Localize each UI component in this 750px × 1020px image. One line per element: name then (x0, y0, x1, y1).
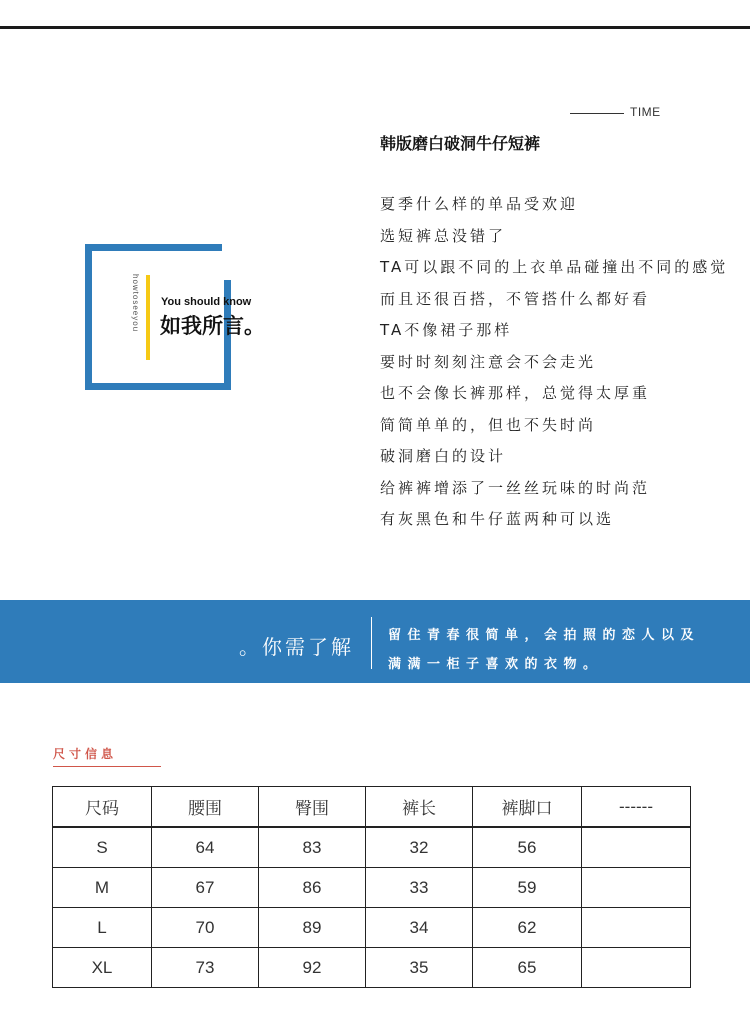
table-cell (582, 827, 691, 868)
table-cell: 70 (152, 908, 259, 948)
time-label: TIME (630, 105, 661, 119)
time-divider (570, 113, 624, 114)
table-cell: 34 (366, 908, 473, 948)
description-line: 给裤裤增添了一丝丝玩味的时尚范 (380, 478, 651, 497)
badge-yellow-bar (146, 275, 150, 360)
header-cell: 裤长 (366, 787, 473, 828)
header-cell: 臀围 (259, 787, 366, 828)
table-row (53, 948, 691, 988)
table-cell (582, 948, 691, 988)
badge-frame-gap (222, 244, 231, 280)
table-row (53, 827, 691, 868)
description-line: TA可以跟不同的上衣单品碰撞出不同的感觉 (380, 258, 729, 276)
table-cell: 35 (366, 948, 473, 988)
table-cell: XL (53, 948, 152, 988)
table-cell: 67 (152, 868, 259, 908)
banner-line-1: 留住青春很简单，会拍照的恋人以及 (388, 628, 701, 643)
table-cell: 33 (366, 868, 473, 908)
table-cell: 56 (473, 827, 582, 868)
size-info-title: 尺寸信息 (53, 747, 118, 761)
size-table (52, 786, 691, 988)
table-row (53, 868, 691, 908)
table-cell: 86 (259, 868, 366, 908)
banner-right-text (388, 621, 700, 679)
description-line: 有灰黑色和牛仔蓝两种可以选 (380, 510, 615, 528)
table-cell: L (53, 908, 152, 948)
badge-vertical-text: howtoseeyou (131, 274, 140, 333)
description-line: 要时时刻刻注意会不会走光 (380, 352, 597, 371)
table-cell: 32 (366, 827, 473, 868)
header-cell: ------ (582, 787, 691, 828)
banner-left-text: 。你需了解 (239, 635, 354, 659)
table-cell (582, 868, 691, 908)
table-cell: 59 (473, 868, 582, 908)
badge-chinese-text: 如我所言。 (160, 314, 265, 338)
table-cell: 89 (259, 908, 366, 948)
description-line: 而且还很百搭，不管搭什么都好看 (380, 289, 651, 308)
table-cell: 83 (259, 827, 366, 868)
table-cell (582, 908, 691, 948)
description-line: 选短裤总没错了 (380, 226, 507, 245)
description-line: TA不像裙子那样 (380, 321, 513, 339)
table-cell: 62 (473, 908, 582, 948)
table-cell: 92 (259, 948, 366, 988)
banner-line-2: 满满一柜子喜欢的衣物。 (388, 657, 603, 672)
blue-banner (0, 600, 750, 683)
table-row (53, 908, 691, 948)
description-line: 也不会像长裤那样，总觉得太厚重 (380, 384, 651, 402)
header-cell: 尺码 (53, 787, 152, 828)
top-rule (0, 26, 750, 29)
description-line: 夏季什么样的单品受欢迎 (380, 195, 579, 213)
table-header-row (53, 787, 691, 828)
table-cell: S (53, 827, 152, 868)
description-line: 简简单单的，但也不失时尚 (380, 415, 597, 434)
header-cell: 腰围 (152, 787, 259, 828)
table-cell: 65 (473, 948, 582, 988)
product-title: 韩版磨白破洞牛仔短裤 (380, 134, 541, 153)
description-line: 破洞磨白的设计 (380, 447, 507, 465)
table-cell: 64 (152, 827, 259, 868)
you-should-know-badge (85, 244, 265, 390)
table-cell: 73 (152, 948, 259, 988)
product-description (380, 192, 728, 539)
table-cell: M (53, 868, 152, 908)
size-info-underline (53, 766, 161, 767)
badge-english-text: You should know (161, 296, 252, 308)
header-cell: 裤脚口 (473, 787, 582, 828)
banner-divider (371, 617, 372, 669)
